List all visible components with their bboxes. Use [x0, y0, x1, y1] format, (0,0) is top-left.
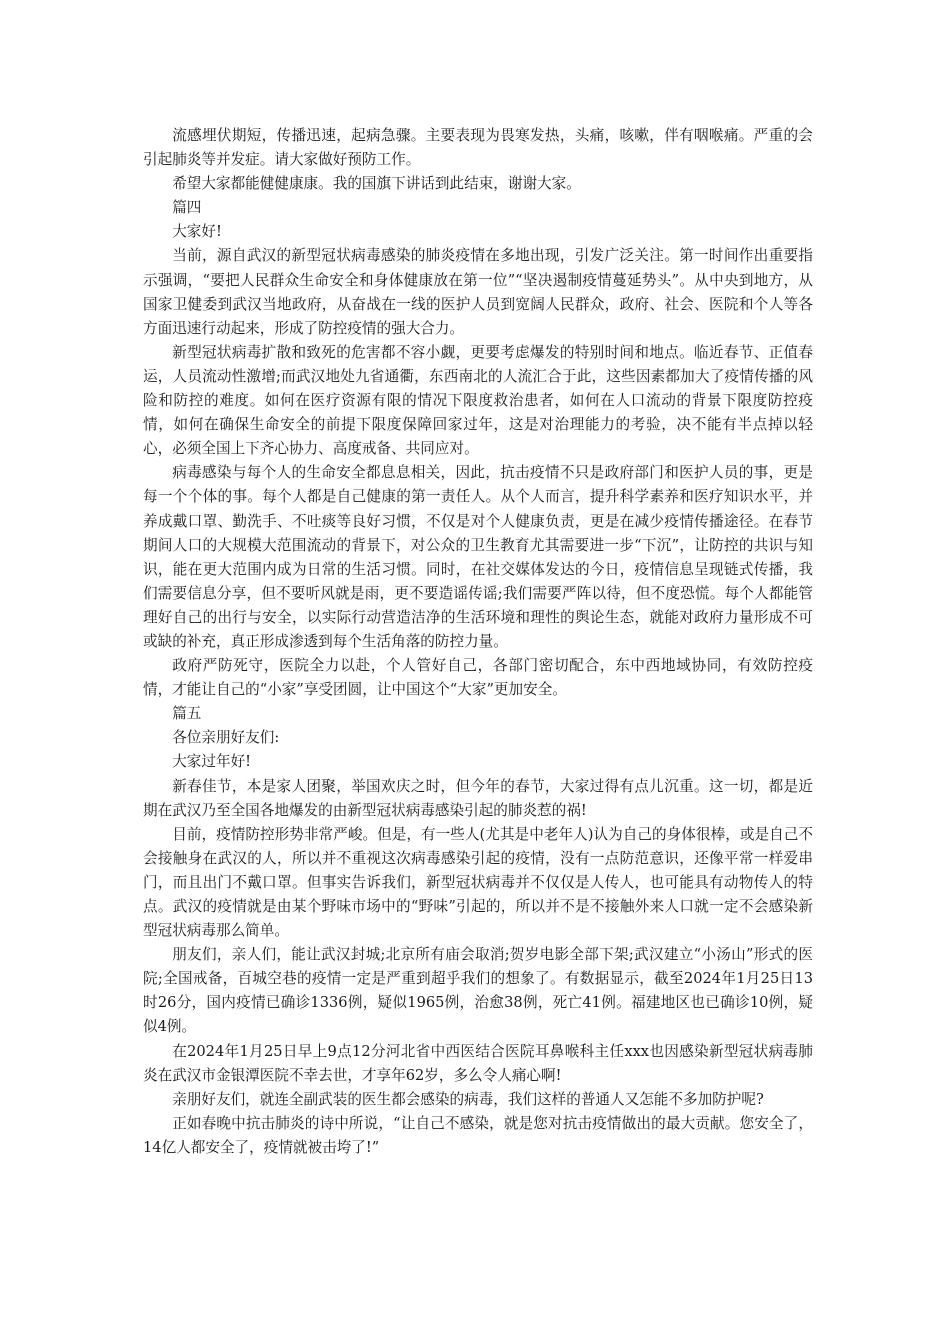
- paragraph-3: 当前，源自武汉的新型冠状病毒感染的肺炎疫情在多地出现，引发广泛关注。第一时间作出重要指示强调，“要把人民群众生命安全和身体健康放在第一位”“坚决遏制疫情蔓延势头”。从中央到地方，从国家卫健委到武汉当地政府，从奋战在一线的医护人员到宽阔人民群众，政府、社会、医院和个人等各方面迅速行动起来，形成了防控疫情的强大合力。: [143, 247, 813, 337]
- paragraph-7: 新春佳节，本是家人团聚，举国欢庆之时，但今年的春节，大家过得有点儿沉重。这一切，都是近期在武汉乃至全国各地爆发的由新型冠状病毒感染引起的肺炎惹的祸!: [143, 777, 813, 819]
- section-heading-4: 篇四: [172, 199, 202, 217]
- paragraph-4: 新型冠状病毒扩散和致死的危害都不容小觑，更要考虑爆发的特别时间和地点。临近春节、正值春运，人员流动性激增;而武汉地处九省通衢，东西南北的人流汇合于此，这些因素都加大了疫情传播的风险和防控的难度。如何在医疗资源有限的情况下限度救治患者，如何在人口流动的背景下限度防控疫情，如何在确保生命安全的前提下限度保障回家过年，这是对治理能力的考验，决不能有半点掉以轻心，必须全国上下齐心协力、高度戒备、共同应对。: [143, 343, 813, 458]
- greeting-5: 大家过年好!: [172, 753, 252, 771]
- paragraph-11: 亲朋好友们，就连全副武装的医生都会感染的病毒，我们这样的普通人又怎能不多加防护呢?: [172, 1090, 764, 1108]
- paragraph-10: 在2024年1月25日早上9点12分河北省中西医结合医院耳鼻喉科主任xxx也因感染新型冠状病毒肺炎在武汉市金银潭医院不幸去世，才享年62岁，多么令人痛心啊!: [143, 1042, 813, 1084]
- document-page: [143, 124, 813, 1160]
- paragraph-12: 正如春晚中抗击肺炎的诗中所说，“让自己不感染，就是您对抗击疫情做出的最大贡献。您安全了，14亿人都安全了，疫情就被击垮了!”: [143, 1114, 813, 1156]
- paragraph-5: 病毒感染与每个人的生命安全都息息相关，因此，抗击疫情不只是政府部门和医护人员的事，更是每一个个体的事。每个人都是自己健康的第一责任人。从个人而言，提升科学素养和医疗知识水平，并养成戴口罩、勤洗手、不吐痰等良好习惯，不仅是对个人健康负责，更是在减少疫情传播途径。在春节期间人口的大规模大范围流动的背景下，对公众的卫生教育尤其需要进一步“下沉”，让防控的共识与知识，能在更大范围内成为日常的生活习惯。同时，在社交媒体发达的今日，疫情信息呈现链式传播，我们需要信息分享，但不要听风就是雨，更不要造谣传谣;我们需要严阵以待，但不度恐慌。每个人都能管理好自己的出行与安全，以实际行动营造洁净的生活环境和理性的舆论生态，就能对政府力量形成不可或缺的补充，真正形成渗透到每个生活角落的防控力量。: [143, 464, 813, 650]
- greeting-4: 大家好!: [172, 223, 222, 241]
- paragraph-1: 流感埋伏期短，传播迅速，起病急骤。主要表现为畏寒发热，头痛，咳嗽，伴有咽喉痛。严重的会引起肺炎等并发症。请大家做好预防工作。: [143, 127, 813, 169]
- section-heading-5: 篇五: [172, 705, 202, 723]
- paragraph-9: 朋友们，亲人们，能让武汉封城;北京所有庙会取消;贺岁电影全部下架;武汉建立“小汤山”形式的医院;全国戒备，百城空巷的疫情一定是严重到超乎我们的想象了。有数据显示，截至2024年1月25日13时26分，国内疫情已确诊1336例，疑似1965例，治愈38例，死亡41例。福建地区也已确诊10例，疑似4例。: [143, 946, 813, 1036]
- salutation-5: 各位亲朋好友们:: [172, 729, 280, 747]
- paragraph-8: 目前，疫情防控形势非常严峻。但是，有一些人(尤其是中老年人)认为自己的身体很棒，或是自己不会接触身在武汉的人，所以并不重视这次病毒感染引起的疫情，没有一点防范意识，还像平常一样爱串门，而且出门不戴口罩。但事实告诉我们，新型冠状病毒并不仅仅是人传人，也可能具有动物传人的特点。武汉的疫情就是由某个野味市场中的“野味”引起的，所以并不是不接触外来人口就一定不会感染新型冠状病毒那么简单。: [143, 825, 813, 940]
- paragraph-6: 政府严防死守，医院全力以赴，个人管好自己，各部门密切配合，东中西地域协同，有效防控疫情，才能让自己的“小家”享受团圆，让中国这个“大家”更加安全。: [143, 657, 813, 699]
- paragraph-2: 希望大家都能健健康康。我的国旗下讲话到此结束，谢谢大家。: [172, 175, 581, 193]
